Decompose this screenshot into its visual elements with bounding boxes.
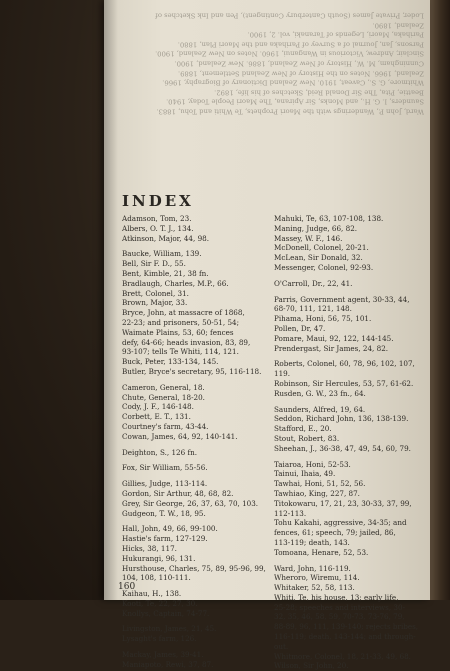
index-entry: Mackay, James, 39-41. — [122, 650, 204, 660]
index-entry: Fox, Sir William, 55-56. — [122, 463, 208, 473]
bleed-line: Saunders, I. G. H., and Monks, Sir Apirana, The Maori People Today, 1940. — [166, 97, 424, 106]
index-entry: 113-119; death, 143. — [274, 537, 350, 547]
index-entry: McLean, Sir Donald, 32. — [274, 253, 363, 263]
index-entry: Bell, Sir F. D., 55. — [122, 259, 186, 269]
index-entry: Brown, Major, 33. — [122, 298, 188, 308]
index-entry: Kaihau, H., 138. — [122, 589, 182, 599]
index-entry: Butler, Bryce's secretary, 95, 116-118. — [122, 366, 262, 376]
index-entry: Deighton, S., 126 fn. — [122, 447, 198, 457]
index-entry: Lysaght's farm, 126. — [122, 634, 197, 644]
index-entry: 25-28; speeches and interviews, 30- — [274, 602, 406, 612]
index-entry: Saunders, Alfred, 19, 64. — [274, 404, 366, 414]
bleed-line: Ward, John P., Wanderings with the Maori Prophets, Te Whiti and Tohu, 1883. — [156, 107, 424, 116]
index-entry: Tawhai, Honi, 51, 52, 56. — [274, 479, 366, 489]
index-entry: Albers, O. T. J., 134. — [122, 223, 194, 233]
index-entry: Hicks, 38, 117. — [122, 543, 177, 553]
index-entry: Tomoana, Henare, 52, 53. — [274, 547, 369, 557]
bleed-line: Parihaka, Maori, Legends of Taranaki, vol. 2, 1900. — [247, 30, 424, 39]
index-entry: Mahuki, Te, 63, 107-108, 138. — [274, 214, 384, 223]
index-entry: Roberts, Colonel, 60, 78, 96, 102, 107, — [274, 359, 415, 369]
index-entry: 22-23; and prisoners, 50-51, 54; — [122, 317, 240, 327]
index-entry: Courtney's farm, 43-44. — [122, 421, 209, 431]
book-page — [104, 0, 430, 671]
index-entry: 88-89, 96, 111, 139-140; rejects bribes, — [274, 622, 419, 632]
index-entry: Seddon, Richard John, 136, 138-139. — [274, 414, 409, 424]
index-entry: Prendergast, Sir James, 24, 82. — [274, 343, 389, 353]
index-entry: fences, 61; speech, 79; jailed, 86, — [274, 528, 396, 538]
bleed-line: Zealand, 1890. — [372, 21, 424, 30]
index-entry: Knollys, Captain, 74-77. — [122, 608, 210, 618]
index-entry: Brett, Colonel, 31. — [122, 288, 189, 298]
index-entry: Robinson, Sir Hercules, 53, 57, 61-62. — [274, 378, 414, 388]
index-entry: Bent, Kimble, 21, 38 fn. — [122, 268, 209, 278]
index-entry: Bryce, John, at massacre of 1868, — [122, 308, 245, 318]
index-entry: 112-113. — [274, 508, 307, 518]
index-entry: Wilson, Sir John, 20. — [274, 661, 349, 671]
index-entry: Whitaker, 52, 58, 113. — [274, 583, 355, 593]
index-entry: Maning, Judge, 66, 82. — [274, 223, 358, 233]
index-entry: Stout, Robert, 83. — [274, 433, 340, 443]
index-entry: Titokowaru, 17, 21, 23, 30-33, 37, 99, — [274, 498, 412, 508]
index-entry: Cody, J. F., 146-148. — [122, 402, 194, 412]
index-entry: Taiaroa, Honi, 52-53. — [274, 459, 351, 469]
bleed-through-text — [124, 10, 424, 116]
index-entry: Hursthouse, Charles, 75, 89, 95-96, 99, — [122, 563, 266, 573]
index-entry: Corbett, E. T., 131. — [122, 412, 191, 422]
index-entry: 68-70, 111, 121, 148. — [274, 304, 352, 314]
index-entry: Atkinson, Major, 44, 98. — [122, 233, 210, 243]
index-entry: Baucke, William, 139. — [122, 249, 202, 259]
index-entry: Bradlaugh, Charles, M.P., 66. — [122, 278, 229, 288]
index-entry: Gillies, Judge, 113-114. — [122, 479, 208, 489]
index-entry: Maniapoto, Rewi, 37, 87. — [122, 659, 214, 669]
index-entry: Hastie's farm, 127-129. — [122, 534, 208, 544]
index-entry: Tainui, Ihaia, 49. — [274, 469, 336, 479]
index-entry: Tawhiao, King, 227, 87. — [274, 488, 360, 498]
index-entry: Gordon, Sir Arthur, 48, 68, 82. — [122, 488, 234, 498]
index-entry: Rusden, G. W., 23 fn., 64. — [274, 388, 366, 398]
index-entry: Livingston, James, 21, 45. — [122, 624, 217, 634]
page-number: 160 — [118, 582, 136, 592]
index-entry: Ward, John, 116-119. — [274, 563, 351, 573]
index-left-column — [122, 214, 268, 670]
index-entry: Sheehan, J., 36-38, 47, 49, 54, 60, 79. — [274, 443, 411, 453]
index-entry: 93-107; tells Te Whiti, 114, 121. — [122, 347, 239, 357]
bleed-line: Whitmore, G. S., Caveat, 1910. New Zealand Dictionary of Biography, 1966. — [162, 78, 424, 87]
bleed-line: Sinclair, Andrew, Victorious in Wanganui, 1960. Notes on New Zealand, 1900. — [155, 49, 424, 58]
index-entry: Parris, Government agent, 30-33, 44, — [274, 294, 410, 304]
index-entry: Stafford, E., 20. — [274, 424, 332, 434]
index-entry: Whiti, Te, his house, 13; early life, — [274, 592, 399, 602]
bleed-line: Beattie, Pita, The Sir Donald Reid, Sketches of his life, 1892. — [214, 88, 424, 97]
index-entry: Buck, Peter, 133-134, 145. — [122, 357, 219, 367]
index-entry: O'Carroll, Dr., 22, 41. — [274, 278, 353, 288]
index-entry: Pihama, Honi, 56, 75, 101. — [274, 314, 372, 324]
index-entry: Gudgeon, T. W., 18, 95. — [122, 508, 206, 518]
index-entry: Hall, John, 49, 66, 99-100. — [122, 524, 218, 534]
index-entry: 119. — [274, 369, 291, 379]
index-entry: 116-119; death, 143-144; and through- — [274, 632, 416, 642]
index-entry: Pollen, Dr, 47. — [274, 323, 326, 333]
bleed-line: Cunningham, M. W., History of New Zealand, 1886. New Zealand, 1900. — [174, 59, 424, 68]
bleed-line: Zealand, 1966. Notes on the History of New Zealand Settlement, 1889. — [177, 69, 424, 78]
bleed-line: Loder, Private James (South Canterbury Contingent), Pen and Ink Sketches of — [155, 11, 424, 20]
index-entry: 104, 108, 110-111. — [122, 573, 191, 583]
index-entry: Hukurangi, 96, 131. — [122, 553, 196, 563]
index-entry: out. — [274, 641, 289, 651]
page-gutter-shadow — [104, 0, 118, 600]
index-entry: Chute, General, 18-20. — [122, 392, 205, 402]
index-title: INDEX — [122, 192, 194, 210]
index-entry: Cameron, General, 18. — [122, 382, 205, 392]
index-entry: Massey, W. F., 146. — [274, 233, 343, 243]
index-entry: Pomare, Maui, 92, 122, 144-145. — [274, 333, 394, 343]
index-entry: Cowan, James, 64, 92, 140-141. — [122, 431, 238, 441]
index-entry: Wheroro, Wiremu, 114. — [274, 573, 360, 583]
index-entry: Kooti, Te, 22, 27, 30. — [122, 598, 198, 608]
index-entry: Waimate Plains, 53, 60; fences — [122, 327, 234, 337]
index-entry: 32, 35, 46, 58, 59, 70-73, 73-76, 79, — [274, 612, 405, 622]
index-entry: Tohu Kakahi, aggressive, 34-35; and — [274, 518, 407, 528]
index-entry: McDonell, Colonel, 20-21. — [274, 243, 369, 253]
index-entry: Adamson, Tom, 23. — [122, 214, 192, 223]
bleed-line: Parsons, Jan, Journal of a Survey of Parihaka and the Maori Plan, 1880. — [177, 40, 424, 49]
index-entry: Messenger, Colonel, 92-93. — [274, 262, 374, 272]
index-entry: Whitmore, Colonel, 18, 21-33, 49, 68. — [274, 651, 411, 661]
index-entry: Grey, Sir George, 26, 37, 63, 70, 103. — [122, 498, 259, 508]
index-right-column — [274, 214, 420, 671]
index-entry: defy, 64-66; heads invasion, 83, 89, — [122, 337, 251, 347]
